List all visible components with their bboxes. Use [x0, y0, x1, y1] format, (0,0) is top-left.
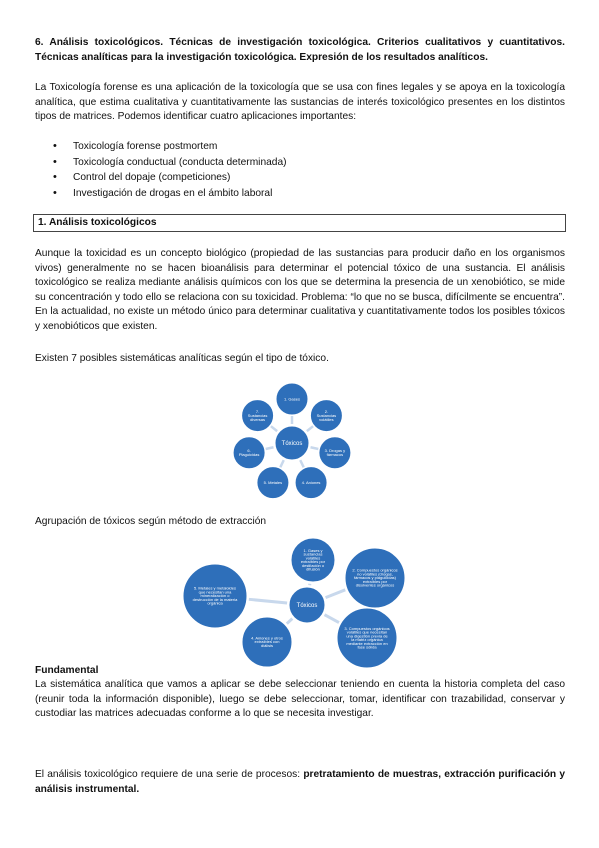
extraction-diagram [170, 538, 440, 668]
diagram-center-label: Tóxicos [296, 603, 318, 610]
diagram-node-label: 3. Drogas y fármacos [324, 448, 346, 458]
connector-arrow [280, 460, 283, 467]
process-text: El análisis toxicológico requiere de una serie de procesos: [35, 769, 304, 780]
process-bold-text: pretratamiento de muestras, extracción purificación y análisis instrumental. [35, 769, 565, 795]
systematics-caption: Existen 7 posibles sistemáticas analíticas según el tipo de tóxico. [35, 353, 329, 364]
diagram-node-label: 2. Compuestos orgánicos no volátiles (drogas, fármacos y plaguicidas) extraíbles por disolventes orgánicos [352, 567, 398, 588]
fundamental-paragraph: La sistemática analítica que vamos a aplicar se debe seleccionar teniendo en cuenta la historia completa del caso (reunir toda la información disponible), luego se debe seleccionar, tomar, identificar con trazabilidad, conservar y custodiar las matrices adecuadas conforme a lo que se necesita investigar. [35, 679, 565, 720]
process-paragraph [35, 768, 565, 797]
connector-arrow [300, 460, 303, 467]
diagram-1-group [233, 383, 351, 499]
connector-arrow [325, 615, 339, 623]
connector-arrow [287, 619, 292, 624]
diagram-node-label: 4. Aniones [301, 479, 321, 485]
diagram-node-label: 4. Aniones y otros extraíbles con diálisis [251, 635, 283, 648]
section-paragraph: Aunque la toxicidad es un concepto biológico (propiedad de las sustancias para producir daño en los organismos vivos) generalmente no se hacen bioanálisis para determinar el potencial tóxico de una sustancia. El análisis toxicológico se realiza mediante análisis químicos con los que se determina la presencia de un xenobiótico, se mide su concentración y todo ello se relaciona con su toxicidad. Problema: “lo que no se busca, difícilmente se encuentra”. En la actualidad, no existe un método único para determinar cualitativa y cuantitativamente todos los posibles tóxicos y xenobióticos que existen. [35, 248, 565, 332]
diagram-center-label: Tóxicos [281, 440, 303, 447]
connector-arrow [271, 426, 277, 431]
connector-arrow [249, 599, 287, 603]
applications-list [35, 139, 535, 201]
section-heading-box [33, 214, 566, 232]
diagram-node-label: 5. Metales [263, 479, 283, 485]
diagram-node-label: 2. Sustancias volátiles [316, 408, 337, 422]
list-item: • Investigación de drogas en el ámbito laboral [35, 186, 535, 202]
diagram-node-label: 5. Metales y metaloides que necesitan una mineralización o destrucción de la materia orgánica [192, 585, 238, 606]
diagram-node-label: 1. Gases [283, 396, 301, 402]
connector-arrow [266, 447, 274, 449]
list-item: • Toxicología conductual (conducta determinada) [35, 155, 535, 171]
systematics-diagram [225, 382, 375, 507]
list-item: • Control del dopaje (competiciones) [35, 170, 535, 186]
diagram-node-label: 7. Sustancias diversas [247, 408, 268, 422]
intro-paragraph: La Toxicología forense es una aplicación de la toxicología que se usa con fines legales y se apoya en la toxicología analítica, que estima cualitativa y cuantitativamente las sustancias de interés toxicológico presentes en los distintos tipos de matrices. Podemos identificar cuatro aplicaciones importantes: [35, 82, 565, 123]
section-title: 1. Análisis toxicológicos [38, 217, 157, 228]
extraction-caption: Agrupación de tóxicos según método de extracción [35, 516, 267, 527]
connector-arrow [311, 447, 319, 449]
diagram-node-label: 6. Plaguicidas [238, 448, 260, 458]
fundamental-heading: Fundamental [35, 665, 99, 676]
list-item: • Toxicología forense postmortem [35, 139, 535, 155]
diagram-node-label: 1. Gases y sustancias volátiles extraíbles por destilación o difusión [300, 547, 326, 572]
connector-arrow [307, 426, 313, 431]
page-title: 6. Análisis toxicológicos. Técnicas de investigación toxicológica. Criterios cualitativos y cuantitativos. Técnicas analíticas para la investigación toxicológica. Expresión de los resultados analíticos. [35, 37, 565, 63]
connector-arrow [326, 590, 346, 598]
diagram-node-label: 3. Compuestos orgánicos volátiles que necesitan una digestión previa de la matriz orgánica mediante extracción en fase sólida [344, 625, 390, 650]
diagram-2-group [183, 538, 405, 668]
